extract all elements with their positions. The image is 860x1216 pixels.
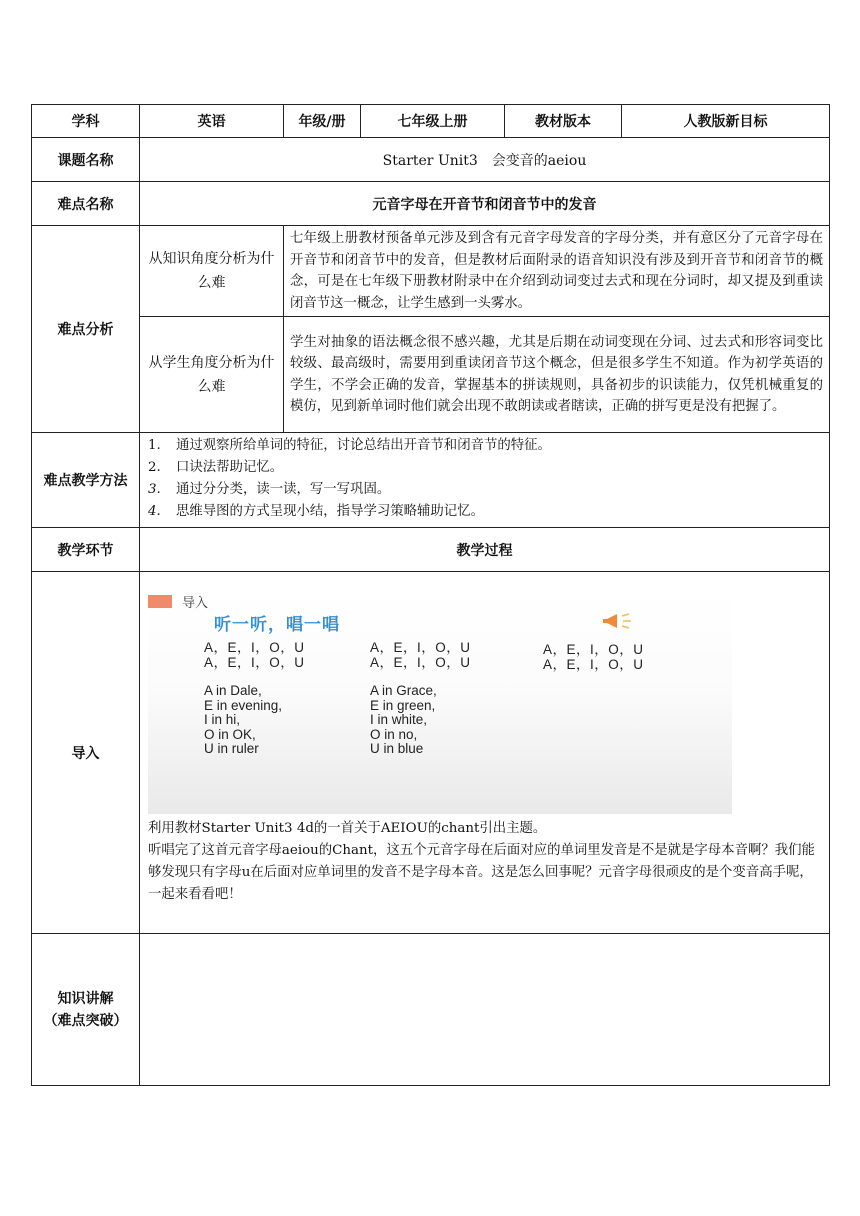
- slide-title: 听一听，唱一唱: [214, 615, 340, 635]
- edition-value: 人教版新目标: [622, 105, 830, 138]
- chant-words-column-2: [370, 684, 437, 757]
- topic-value: Starter Unit3 会变音的aeiou: [140, 138, 830, 182]
- intro-text-1: 利用教材Starter Unit3 4d的一首关于AEIOU的chant引出主题。: [148, 821, 547, 836]
- vowel-line: A，E，I，O，U: [370, 655, 471, 670]
- analysis-label: 难点分析: [32, 226, 140, 433]
- difficulty-label: 难点名称: [32, 182, 140, 226]
- process-label: 教学过程: [140, 528, 830, 572]
- subject-value: 英语: [140, 105, 284, 138]
- chant-line: O in OK,: [204, 726, 256, 742]
- method-item: 1. 通过观察所给单词的特征，讨论总结出开音节和闭音节的特征。: [148, 438, 551, 453]
- intro-cell: [140, 572, 830, 934]
- analysis-knowledge-row: [32, 226, 830, 317]
- student-angle-label: 从学生角度分析为什么难: [140, 317, 284, 433]
- intro-text-2: 听唱完了这首元音字母aeiou的Chant，这五个元音字母在后面对应的单词里发音是不是就是字母本音啊？我们能够发现只有字母u在后面对应单词里的发音不是字母本音。这是怎么回事呢？元音字母很顽皮的是个变音高手呢，一起来看看吧！: [148, 843, 815, 902]
- intro-row: [32, 572, 830, 934]
- method-item: 3. 通过分分类，读一读，写一写巩固。: [148, 482, 391, 497]
- process-header-row: [32, 528, 830, 572]
- difficulty-value: 元音字母在开音节和闭音节中的发音: [140, 182, 830, 226]
- chant-line: A in Dale,: [204, 683, 262, 698]
- method-item: 2. 口诀法帮助记忆。: [148, 460, 284, 475]
- slide-section-header: 导入: [148, 592, 208, 611]
- chant-line: A in Grace,: [370, 683, 437, 698]
- chant-line: E in green,: [370, 697, 436, 713]
- chant-slide-image: [148, 592, 732, 814]
- knowledge-row: [32, 934, 830, 1086]
- topic-row: [32, 138, 830, 182]
- vowel-line: A，E，I，O，U: [204, 640, 305, 655]
- methods-label: 难点教学方法: [32, 433, 140, 528]
- methods-cell: [140, 433, 830, 528]
- chant-line: I in white,: [370, 712, 428, 728]
- intro-label: 导入: [32, 572, 140, 934]
- stage-label: 教学环节: [32, 528, 140, 572]
- chant-line: U in blue: [370, 741, 424, 757]
- topic-label: 课题名称: [32, 138, 140, 182]
- subject-label: 学科: [32, 105, 140, 138]
- vowel-line: A，E，I，O，U: [543, 657, 644, 672]
- chant-line: I in hi,: [204, 712, 241, 728]
- analysis-student-row: [32, 317, 830, 433]
- chant-line: E in evening,: [204, 697, 283, 713]
- knowledge-label: 知识讲解 （难点突破）: [32, 934, 140, 1086]
- chant-words-column-1: [204, 684, 282, 757]
- difficulty-row: [32, 182, 830, 226]
- lesson-plan-table: [31, 104, 829, 1086]
- chant-line: O in no,: [370, 726, 418, 742]
- student-angle-text: 学生对抽象的语法概念很不感兴趣，尤其是后期在动词变现在分词、过去式和形容词变比较级、最高级时，需要用到重读闭音节这个概念，但是很多学生不知道。作为初学英语的学生，不学会正确的发音，掌握基本的拼读规则，具备初步的识读能力，仅凭机械重复的模仿，见到新单词时他们就会出现不敢朗读或者瞎读，正确的拼写更是没有把握了。: [284, 317, 830, 433]
- methods-list: [140, 433, 829, 527]
- methods-row: [32, 433, 830, 528]
- header-row: [32, 105, 830, 138]
- grade-value: 七年级上册: [361, 105, 505, 138]
- section-tag-icon: [148, 595, 172, 608]
- knowledge-content-cell: [140, 934, 830, 1086]
- grade-label: 年级/册: [284, 105, 361, 138]
- horn-icon: [603, 613, 639, 629]
- method-item: 4. 思维导图的方式呈现小结，指导学习策略辅助记忆。: [148, 504, 484, 519]
- chant-line: U in ruler: [204, 741, 259, 757]
- vowel-line: A，E，I，O，U: [204, 655, 305, 670]
- vowel-line: A，E，I，O，U: [543, 642, 644, 657]
- knowledge-angle-label: 从知识角度分析为什么难: [140, 226, 284, 317]
- vowel-line: A，E，I，O，U: [370, 640, 471, 655]
- edition-label: 教材版本: [505, 105, 622, 138]
- knowledge-angle-text: 七年级上册教材预备单元涉及到含有元音字母发音的字母分类，并有意区分了元音字母在开音节和闭音节中的发音，但是教材后面附录的语音知识没有涉及到开音节和闭音节的概念，可是在七年级下册教材附录中在介绍到动词变过去式和现在分词时，却又提及到重读闭音节这一概念，让学生感到一头雾水。: [284, 226, 830, 317]
